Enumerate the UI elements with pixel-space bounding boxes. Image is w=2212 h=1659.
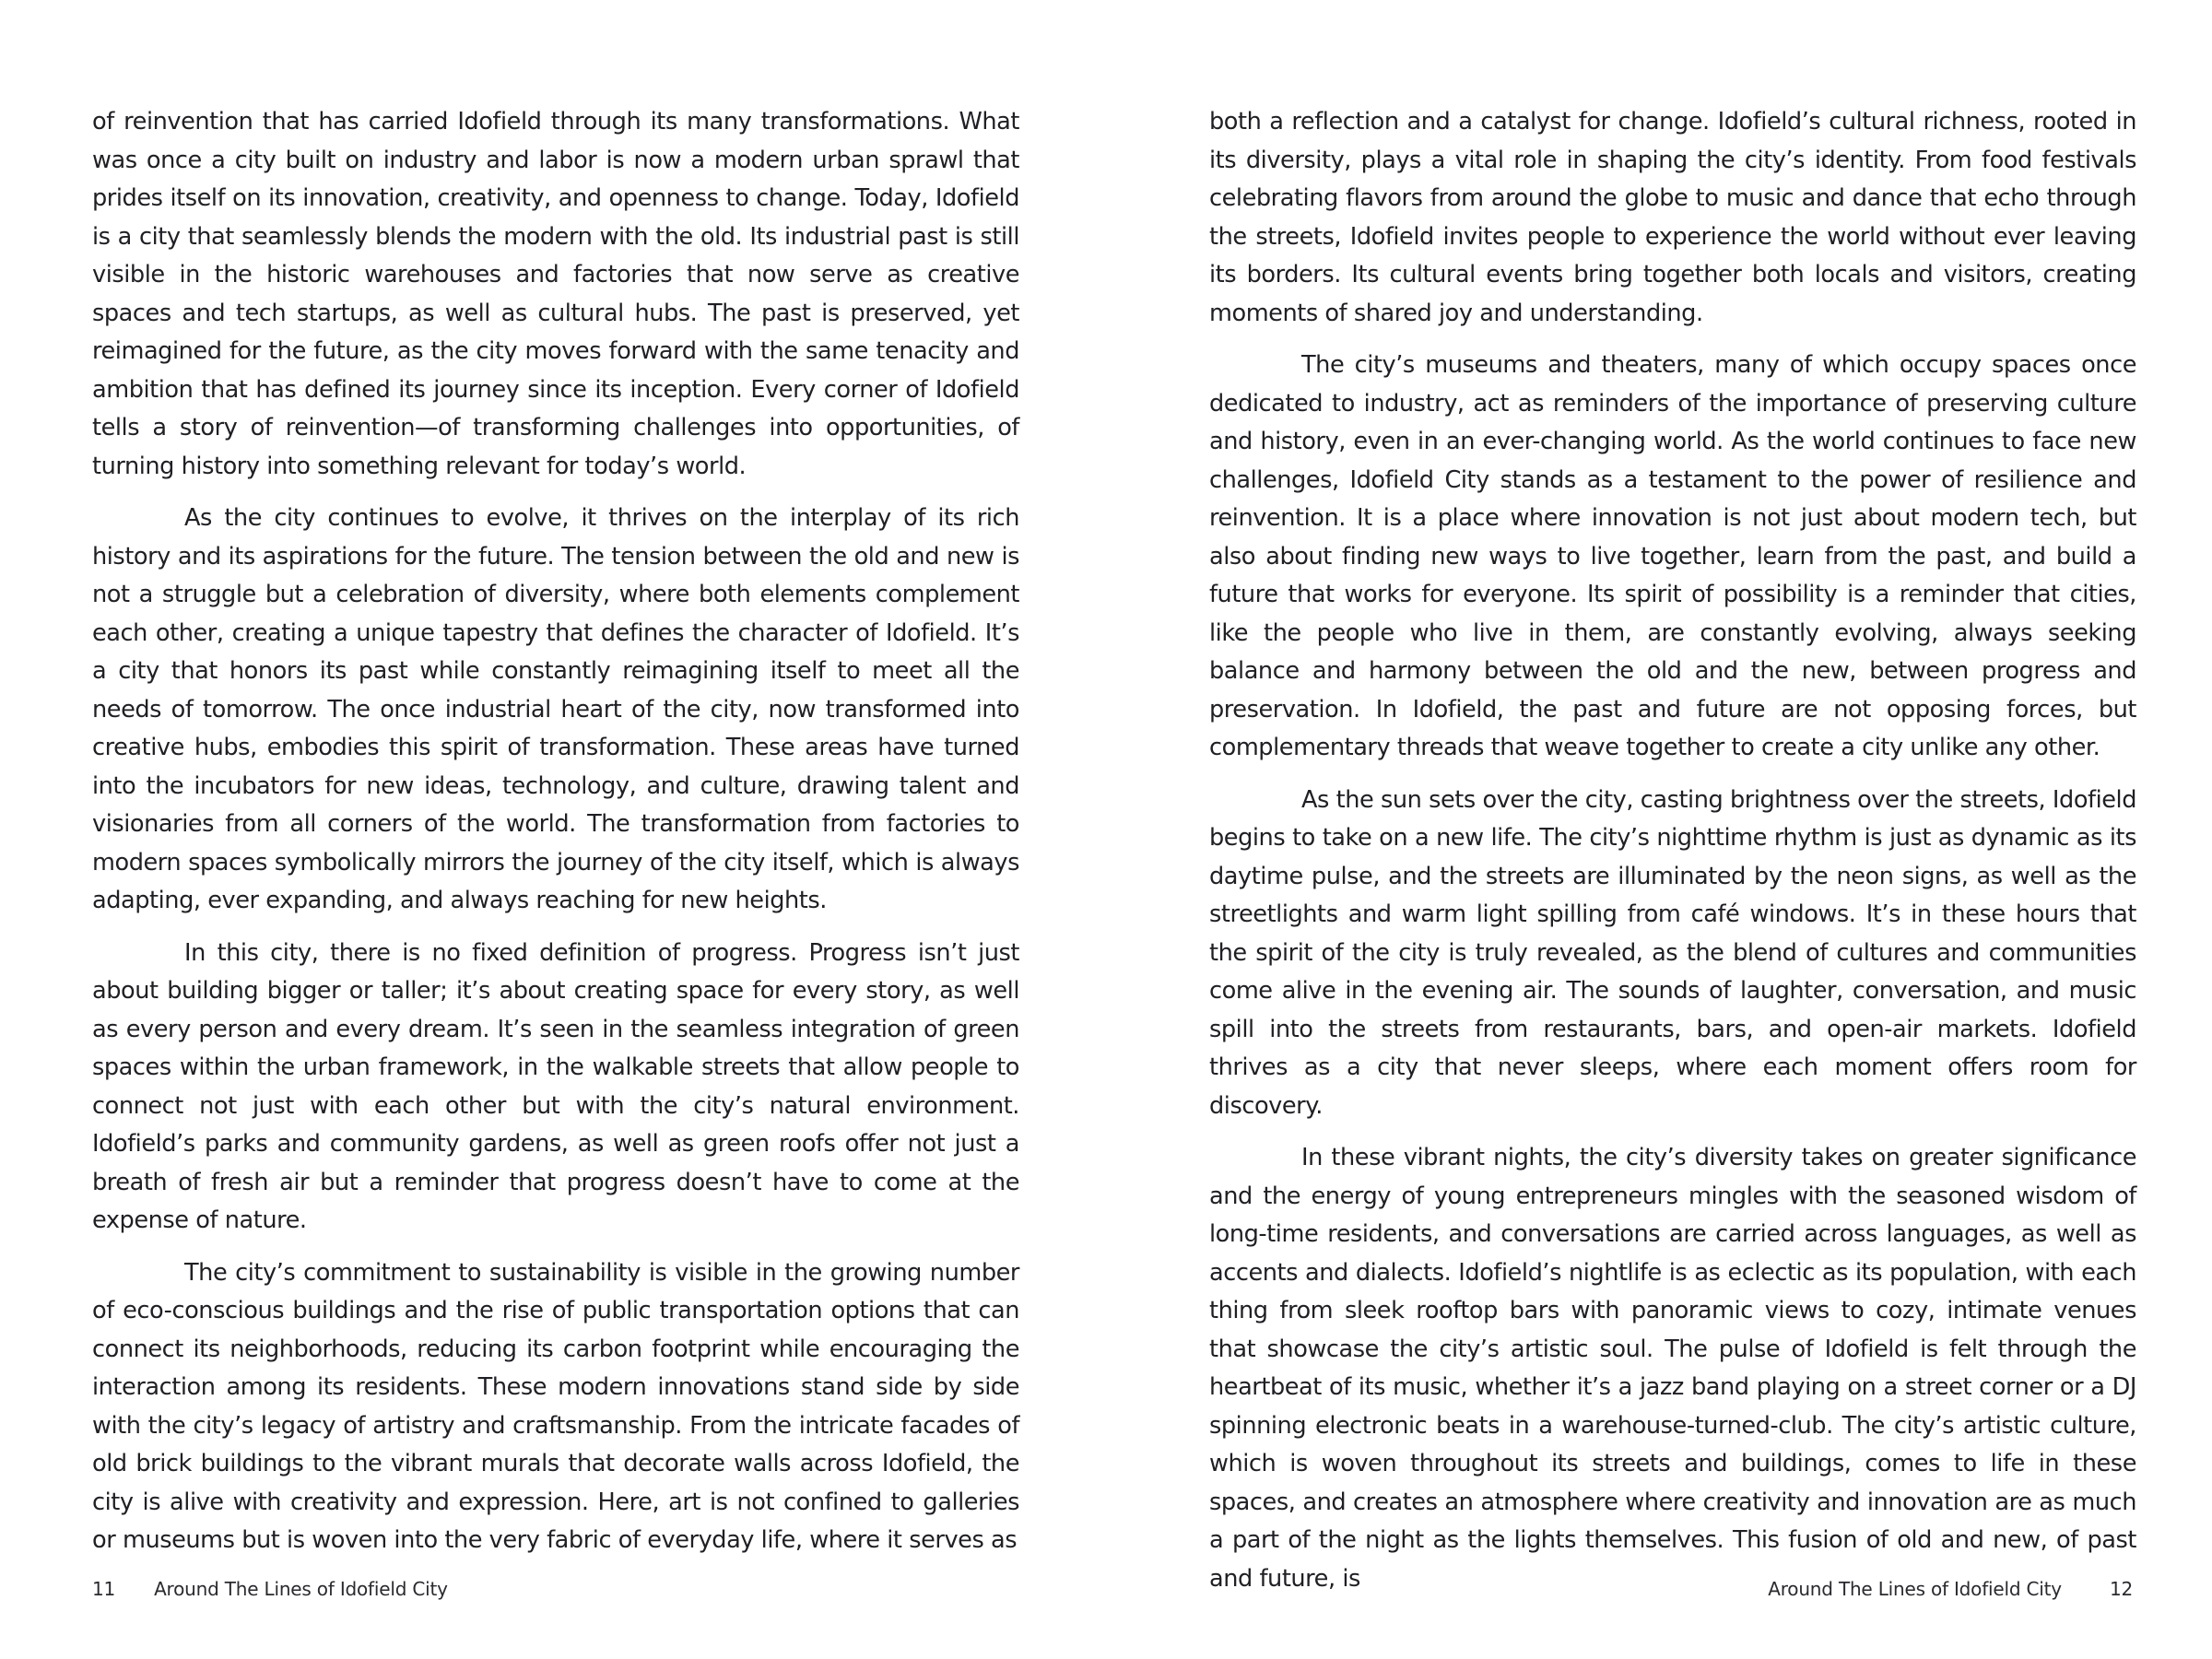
page-number: 12 xyxy=(2109,1578,2133,1600)
right-page-body xyxy=(1209,103,2136,1612)
right-page-footer xyxy=(1768,1578,2133,1600)
paragraph: of reinvention that has carried Idofield through its many transformations. What was once a city built on industry and labor is now a modern urban sprawl that prides itself on its innovation, creativity, and openness to change. Today, Idofield is a city that seamlessly blends the modern with the old. Its industrial past is still visible in the historic warehouses and factories that now serve as creative spaces and tech startups, as well as cultural hubs. The past is preserved, yet reimagined for the future, as the city moves forward with the same tenacity and ambition that has defined its journey since its inception. Every corner of Idofield tells a story of reinvention—of transforming challenges into opportunities, of turning history into something relevant for today’s world. xyxy=(92,108,1019,480)
paragraph: The city’s commitment to sustainability is visible in the growing number of eco-conscious buildings and the rise of public transportation options that can connect its neighborhoods, reducing its carbon footprint while encouraging the interaction among its residents. These modern innovations stand side by side with the city’s legacy of artistry and craftsmanship. From the intricate facades of old brick buildings to the vibrant murals that decorate walls across Idofield, the city is alive with creativity and expression. Here, art is not confined to galleries or museums but is woven into the very fabric of everyday life, where it serves as xyxy=(92,1258,1019,1554)
left-page-footer xyxy=(92,1578,448,1600)
running-title: Around The Lines of Idofield City xyxy=(154,1578,448,1600)
page-number: 11 xyxy=(92,1578,116,1600)
right-page xyxy=(1106,0,2212,1659)
paragraph: The city’s museums and theaters, many of which occupy spaces once dedicated to industry, act as reminders of the importance of preserving culture and history, even in an ever-changing world. As the world continues to face new challenges, Idofield City stands as a testament to the power of resilience and reinvention. It is a place where innovation is not just about modern tech, but also about finding new ways to live together, learn from the past, and build a future that works for everyone. Its spirit of possibility is a reminder that cities, like the people who live in them, are constantly evolving, always seeking balance and harmony between the old and the new, between progress and preservation. In Idofield, the past and future are not opposing forces, but complementary threads that weave together to create a city unlike any other. xyxy=(1209,351,2136,761)
paragraph: In this city, there is no fixed definition of progress. Progress isn’t just about building bigger or taller; it’s about creating space for every story, as well as every person and every dream. It’s seen in the seamless integration of green spaces within the urban framework, in the walkable streets that allow people to connect not just with each other but with the city’s natural environment. Idofield’s parks and community gardens, as well as green roofs offer not just a breath of fresh air but a reminder that progress doesn’t have to come at the expense of nature. xyxy=(92,938,1019,1234)
paragraph: In these vibrant nights, the city’s diversity takes on greater significance and the energy of young entrepreneurs mingles with the seasoned wisdom of long-time residents, and conversations are carried across languages, as well as accents and dialects. Idofield’s nightlife is as eclectic as its population, with each thing from sleek rooftop bars with panoramic views to cozy, intimate venues that showcase the city’s artistic soul. The pulse of Idofield is felt through the heartbeat of its music, whether it’s a jazz band playing on a street corner or a DJ spinning electronic beats in a warehouse-turned-club. The city’s artistic culture, which is woven throughout its streets and buildings, comes to life in these spaces, and creates an atmosphere where creativity and innovation are as much a part of the night as the lights themselves. This fusion of old and new, of past and future, is xyxy=(1209,1144,2136,1593)
left-page-body xyxy=(92,103,1019,1574)
paragraph: As the city continues to evolve, it thrives on the interplay of its rich history and its aspirations for the future. The tension between the old and new is not a struggle but a celebration of diversity, where both elements complement each other, creating a unique tapestry that defines the character of Idofield. It’s a city that honors its past while constantly reimagining itself to meet all the needs of tomorrow. The once industrial heart of the city, now transformed into creative hubs, embodies this spirit of transformation. These areas have turned into the incubators for new ideas, technology, and culture, drawing talent and visionaries from all corners of the world. The transformation from factories to modern spaces symbolically mirrors the journey of the city itself, which is always adapting, ever expanding, and always reaching for new heights. xyxy=(92,504,1019,914)
paragraph: both a reflection and a catalyst for change. Idofield’s cultural richness, rooted in its diversity, plays a vital role in shaping the city’s identity. From food festivals celebrating flavors from around the globe to music and dance that echo through the streets, Idofield invites people to experience the world without ever leaving its borders. Its cultural events bring together both locals and visitors, creating moments of shared joy and understanding. xyxy=(1209,108,2136,327)
paragraph: As the sun sets over the city, casting brightness over the streets, Idofield begins to take on a new life. The city’s nighttime rhythm is just as dynamic as its daytime pulse, and the streets are illuminated by the neon signs, as well as the streetlights and warm light spilling from café windows. It’s in these hours that the spirit of the city is truly revealed, as the blend of cultures and communities come alive in the evening air. The sounds of laughter, conversation, and music spill into the streets from restaurants, bars, and open-air markets. Idofield thrives as a city that never sleeps, where each moment offers room for discovery. xyxy=(1209,785,2136,1120)
running-title: Around The Lines of Idofield City xyxy=(1768,1578,2062,1600)
